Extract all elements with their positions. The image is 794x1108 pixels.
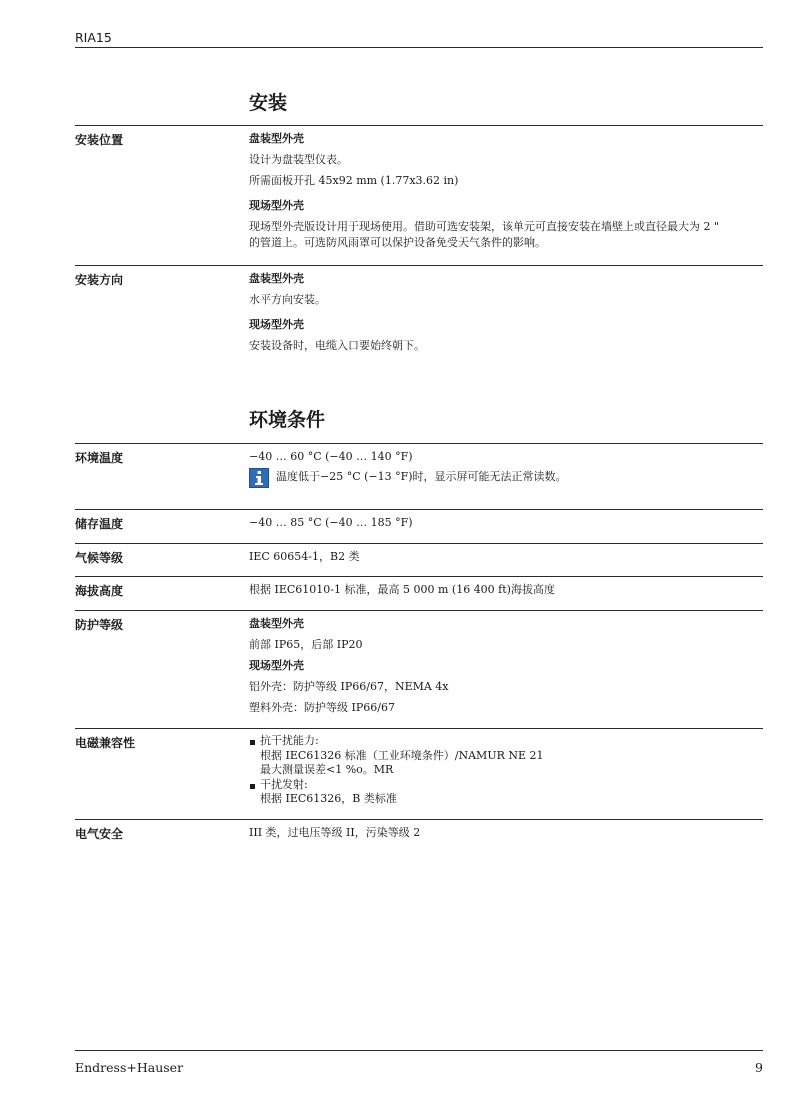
row-storage-temperature [75, 509, 763, 544]
list-item-title: 抗干扰能力: [260, 734, 319, 747]
row-emc [75, 728, 763, 820]
subheading: 现场型外壳 [249, 199, 304, 212]
list-item [249, 734, 763, 778]
row-protection-class [75, 610, 763, 729]
text-line: 的管道上。可选防风雨罩可以保护设备免受天气条件的影响。 [249, 236, 546, 249]
doc-id: RIA15 [75, 30, 112, 45]
subheading: 现场型外壳 [249, 318, 304, 331]
text-line: 塑料外壳：防护等级 IP66/67 [249, 701, 395, 714]
row-label: 电磁兼容性 [75, 736, 136, 750]
row-label: 海拔高度 [75, 584, 124, 598]
list-item-title: 干扰发射: [260, 777, 308, 791]
text-line: 现场型外壳版设计用于现场使用。借助可选安装架，该单元可直接安装在墙壁上或直径最大为 2 " [249, 220, 720, 233]
row-install-orientation [75, 265, 763, 366]
row-content [249, 549, 763, 565]
row-content [249, 271, 763, 354]
note-text: 温度低于−25 °C (−13 °F)时，显示屏可能无法正常读数。 [276, 470, 567, 483]
row-ambient-temperature [75, 443, 763, 510]
row-label: 储存温度 [75, 517, 124, 531]
row-content [249, 825, 763, 841]
text-line: IEC 60654-1，B2 类 [249, 550, 360, 563]
row-label: 安装方向 [75, 273, 124, 287]
row-content [249, 582, 763, 598]
text-line: 所需面板开孔 45x92 mm (1.77x3.62 in) [249, 174, 459, 187]
row-label: 防护等级 [75, 618, 124, 632]
info-icon [249, 468, 269, 488]
section-title-environment: 环境条件 [249, 409, 326, 431]
row-content [249, 131, 763, 251]
row-content [249, 515, 763, 531]
page-header [75, 27, 763, 48]
row-altitude [75, 576, 763, 611]
info-note [249, 468, 763, 488]
page-number: 9 [755, 1060, 763, 1075]
list-item [249, 778, 763, 807]
text-line: 设计为盘装型仪表。 [249, 153, 348, 166]
row-climate-class [75, 543, 763, 577]
row-content [249, 734, 763, 807]
row-label: 气候等级 [75, 551, 124, 565]
row-label: 安装位置 [75, 133, 124, 147]
list-item-detail: 根据 IEC61326，B 类标准 [260, 792, 397, 805]
row-content [249, 616, 763, 716]
page-footer [75, 1050, 763, 1075]
subheading: 盘装型外壳 [249, 272, 304, 285]
section-title-install: 安装 [249, 92, 288, 114]
text-line: 根据 IEC61010-1 标准，最高 5 000 m (16 400 ft)海拔高度 [249, 583, 555, 596]
brand-name: Endress+Hauser [75, 1060, 184, 1075]
row-electrical-safety [75, 819, 763, 854]
row-label: 电气安全 [75, 827, 124, 841]
text-line: −40 … 85 °C (−40 … 185 °F) [249, 516, 413, 529]
row-install-position [75, 125, 763, 266]
text-line: III 类，过电压等级 II，污染等级 2 [249, 826, 421, 839]
list-item-detail: 最大测量误差<1 %o。MR [260, 763, 394, 776]
text-line: 前部 IP65，后部 IP20 [249, 638, 363, 651]
text-line: −40 … 60 °C (−40 … 140 °F) [249, 450, 413, 463]
text-line: 水平方向安装。 [249, 293, 326, 306]
text-line: 铝外壳：防护等级 IP66/67，NEMA 4x [249, 680, 449, 693]
emc-list [249, 734, 763, 807]
list-item-detail: 根据 IEC61326 标准（工业环境条件）/NAMUR NE 21 [260, 748, 544, 762]
subheading: 盘装型外壳 [249, 132, 304, 145]
row-label: 环境温度 [75, 451, 124, 465]
text-line: 安装设备时，电缆入口要始终朝下。 [249, 339, 425, 352]
subheading: 盘装型外壳 [249, 617, 304, 630]
row-content [249, 449, 763, 488]
subheading: 现场型外壳 [249, 659, 304, 672]
